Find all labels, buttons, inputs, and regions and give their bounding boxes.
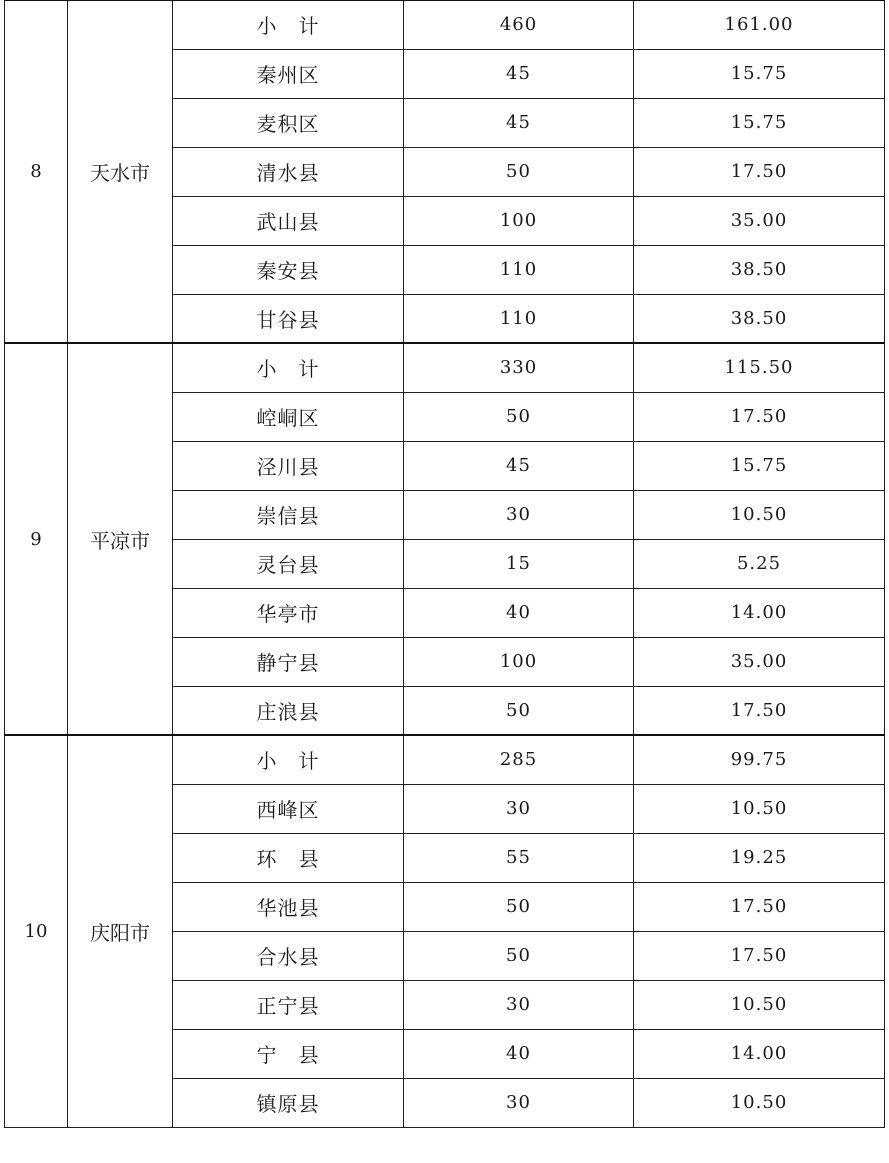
amount-cell: 15.75 bbox=[634, 441, 885, 490]
county-name-cell: 麦积区 bbox=[173, 98, 404, 147]
amount-cell: 10.50 bbox=[634, 490, 885, 539]
county-name-cell: 灵台县 bbox=[173, 539, 404, 588]
count-cell: 30 bbox=[404, 980, 634, 1029]
county-name-cell: 环 县 bbox=[173, 833, 404, 882]
county-name-cell: 秦州区 bbox=[173, 49, 404, 98]
count-cell: 50 bbox=[404, 882, 634, 931]
county-name-cell: 崇信县 bbox=[173, 490, 404, 539]
city-name-cell: 天水市 bbox=[68, 0, 173, 343]
count-cell: 110 bbox=[404, 294, 634, 343]
sequence-number-cell: 10 bbox=[5, 735, 68, 1127]
county-name-cell: 庄浪县 bbox=[173, 686, 404, 735]
count-cell: 330 bbox=[404, 343, 634, 392]
amount-cell: 115.50 bbox=[634, 343, 885, 392]
count-cell: 460 bbox=[404, 0, 634, 49]
count-cell: 40 bbox=[404, 1029, 634, 1078]
count-cell: 30 bbox=[404, 1078, 634, 1127]
amount-cell: 17.50 bbox=[634, 686, 885, 735]
count-cell: 45 bbox=[404, 441, 634, 490]
amount-cell: 38.50 bbox=[634, 245, 885, 294]
subtotal-label-cell: 小 计 bbox=[173, 735, 404, 784]
county-name-cell: 镇原县 bbox=[173, 1078, 404, 1127]
county-name-cell: 武山县 bbox=[173, 196, 404, 245]
county-name-cell: 合水县 bbox=[173, 931, 404, 980]
amount-cell: 17.50 bbox=[634, 931, 885, 980]
amount-cell: 5.25 bbox=[634, 539, 885, 588]
city-name-cell: 庆阳市 bbox=[68, 735, 173, 1127]
amount-cell: 15.75 bbox=[634, 49, 885, 98]
county-name-cell: 秦安县 bbox=[173, 245, 404, 294]
amount-cell: 14.00 bbox=[634, 1029, 885, 1078]
county-name-cell: 清水县 bbox=[173, 147, 404, 196]
amount-cell: 35.00 bbox=[634, 637, 885, 686]
county-name-cell: 崆峒区 bbox=[173, 392, 404, 441]
amount-cell: 38.50 bbox=[634, 294, 885, 343]
count-cell: 30 bbox=[404, 490, 634, 539]
amount-cell: 161.00 bbox=[634, 0, 885, 49]
city-name-cell: 平凉市 bbox=[68, 343, 173, 735]
county-name-cell: 宁 县 bbox=[173, 1029, 404, 1078]
county-name-cell: 华池县 bbox=[173, 882, 404, 931]
amount-cell: 10.50 bbox=[634, 1078, 885, 1127]
count-cell: 45 bbox=[404, 49, 634, 98]
count-cell: 15 bbox=[404, 539, 634, 588]
county-name-cell: 正宁县 bbox=[173, 980, 404, 1029]
amount-cell: 14.00 bbox=[634, 588, 885, 637]
count-cell: 100 bbox=[404, 196, 634, 245]
table-row bbox=[5, 343, 885, 392]
amount-cell: 15.75 bbox=[634, 98, 885, 147]
amount-cell: 35.00 bbox=[634, 196, 885, 245]
county-name-cell: 静宁县 bbox=[173, 637, 404, 686]
subtotal-label-cell: 小 计 bbox=[173, 343, 404, 392]
amount-cell: 17.50 bbox=[634, 882, 885, 931]
count-cell: 30 bbox=[404, 784, 634, 833]
county-name-cell: 甘谷县 bbox=[173, 294, 404, 343]
count-cell: 55 bbox=[404, 833, 634, 882]
table-body bbox=[5, 0, 885, 1127]
count-cell: 50 bbox=[404, 392, 634, 441]
table-row bbox=[5, 735, 885, 784]
count-cell: 110 bbox=[404, 245, 634, 294]
count-cell: 50 bbox=[404, 686, 634, 735]
table-row bbox=[5, 0, 885, 49]
subtotal-label-cell: 小 计 bbox=[173, 0, 404, 49]
count-cell: 45 bbox=[404, 98, 634, 147]
amount-cell: 10.50 bbox=[634, 784, 885, 833]
amount-cell: 10.50 bbox=[634, 980, 885, 1029]
sequence-number-cell: 8 bbox=[5, 0, 68, 343]
sequence-number-cell: 9 bbox=[5, 343, 68, 735]
county-name-cell: 华亭市 bbox=[173, 588, 404, 637]
count-cell: 50 bbox=[404, 147, 634, 196]
count-cell: 100 bbox=[404, 637, 634, 686]
count-cell: 50 bbox=[404, 931, 634, 980]
count-cell: 285 bbox=[404, 735, 634, 784]
amount-cell: 17.50 bbox=[634, 392, 885, 441]
amount-cell: 17.50 bbox=[634, 147, 885, 196]
amount-cell: 99.75 bbox=[634, 735, 885, 784]
county-name-cell: 泾川县 bbox=[173, 441, 404, 490]
count-cell: 40 bbox=[404, 588, 634, 637]
allocation-table bbox=[4, 0, 885, 1128]
amount-cell: 19.25 bbox=[634, 833, 885, 882]
county-name-cell: 西峰区 bbox=[173, 784, 404, 833]
